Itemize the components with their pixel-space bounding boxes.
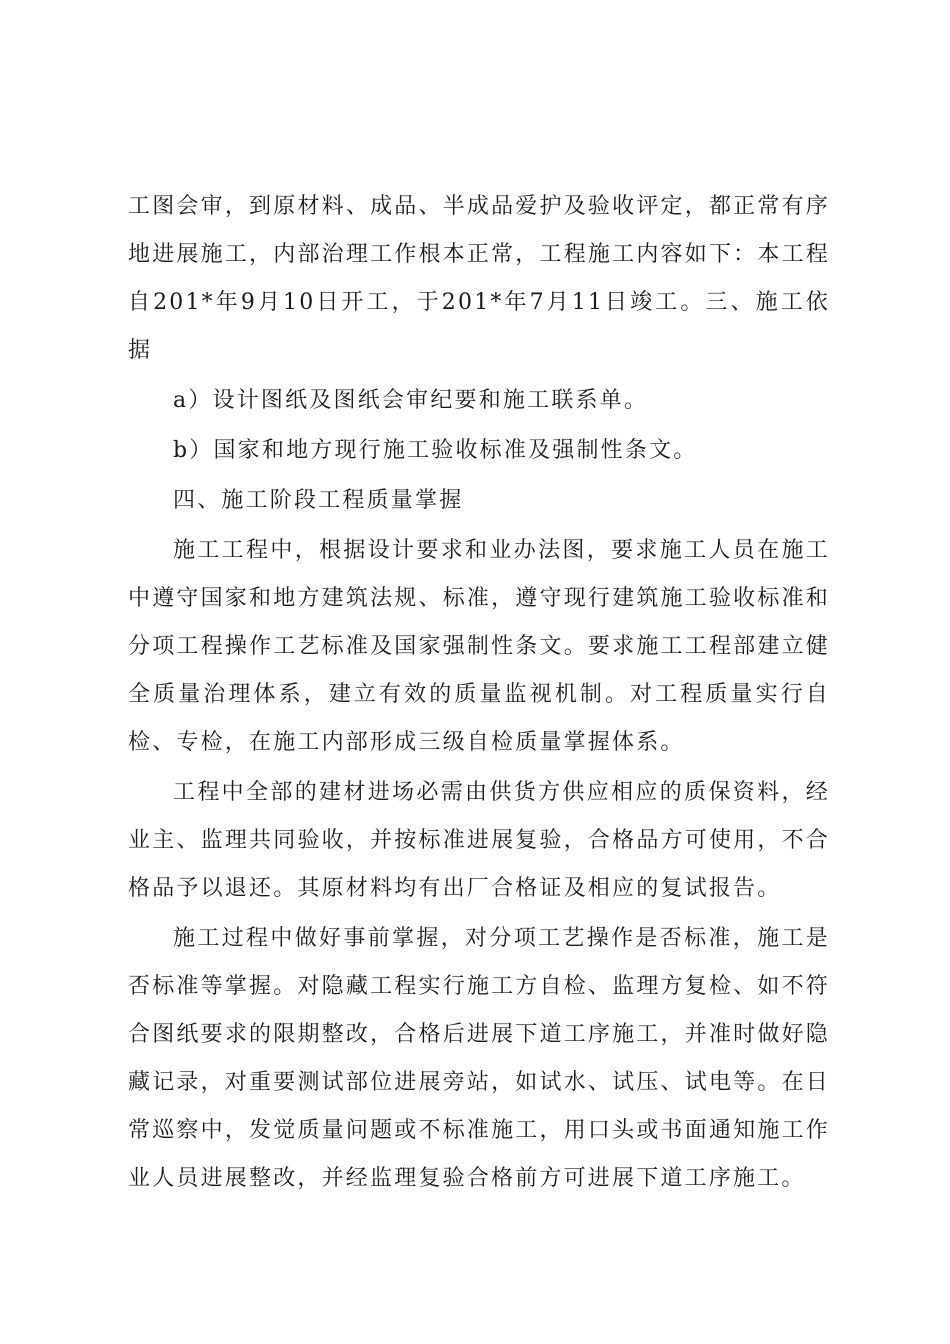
paragraph-1: 工图会审，到原材料、成品、半成品爱护及验收评定，都正常有序地进展施工，内部治理工作根本正常，工程施工内容如下：本工程自201*年9月10日开工，于201*年7月11日竣工。三、施工依据 <box>128 194 830 363</box>
paragraph-7: 施工过程中做好事前掌握，对分项工艺操作是否标准，施工是否标准等掌握。对隐藏工程实行施工方自检、监理方复检、如不符合图纸要求的限期整改，合格后进展下道工序施工，并准时做好隐藏记录，对重要测试部位进展旁站，如试水、试压、试电等。在日常巡察中，发觉质量问题或不标准施工，用口头或书面通知施工作业人员进展整改，并经监理复验合格前方可进展下道工序施工。 <box>128 926 830 1191</box>
paragraph-2: a）设计图纸及图纸会审纪要和施工联系单。 <box>173 388 649 413</box>
document-body <box>128 183 830 1203</box>
paragraph-6: 工程中全部的建材进场必需由供货方供应相应的质保资料，经业主、监理共同验收，并按标准进展复验，合格品方可使用，不合格品予以退还。其原材料均有出厂合格证及相应的复试报告。 <box>128 780 830 901</box>
paragraph-3: b）国家和地方现行施工验收标准及强制性条文。 <box>173 438 698 463</box>
paragraph-5: 施工工程中，根据设计要求和业办法图，要求施工人员在施工中遵守国家和地方建筑法规、标准，遵守现行建筑施工验收标准和分项工程操作工艺标准及国家强制性条文。要求施工工程部建立健全质量治理体系，建立有效的质量监视机制。对工程质量实行自检、专检，在施工内部形成三级自检质量掌握体系。 <box>128 538 830 755</box>
paragraph-4-heading: 四、施工阶段工程质量掌握 <box>173 488 464 513</box>
